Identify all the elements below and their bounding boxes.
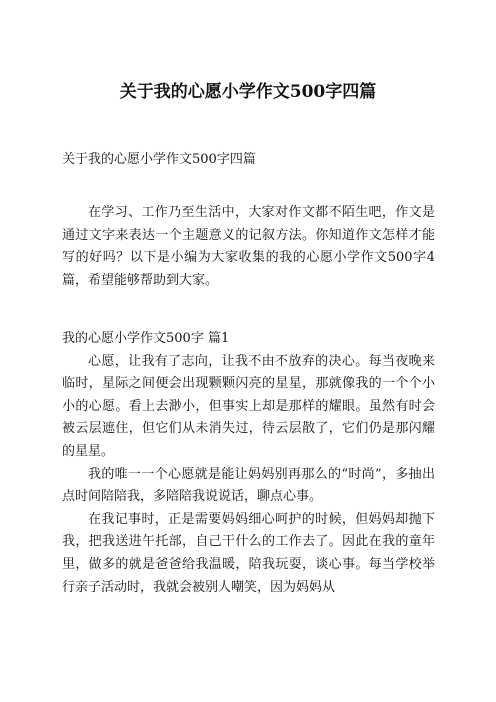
intro-paragraph: 在学习、工作乃至生活中，大家对作文都不陌生吧，作文是通过文字来表达一个主题意义的记叙方法。你知道作文怎样才能写的好吗？以下是小编为大家收集的我的心愿小学作文500字4篇，希望能够帮助到大家。	[62, 205, 435, 288]
body-paragraph-3: 在我记事时，正是需要妈妈细心呵护的时候，但妈妈却抛下我，把我送进午托部，自己干什么的工作去了。因此在我的童年里，做多的就是爸爸给我温暖，陪我玩耍，谈心事。每当学校举行亲子活动时，我就会被别人嘲笑，因为妈妈从	[62, 511, 435, 595]
section-heading: 我的心愿小学作文500字 篇1	[62, 331, 230, 346]
section-block	[62, 328, 435, 599]
body-paragraph-2: 我的唯一一个心愿就是能让妈妈别再那么的“时尚”，多抽出点时间陪陪我，多陪陪我说说话，聊点心事。	[62, 466, 435, 505]
intro-block	[62, 202, 435, 292]
document-title: 关于我的心愿小学作文500字四篇	[119, 82, 377, 102]
body-paragraph-1: 心愿，让我有了志向，让我不由不放弃的决心。每当夜晚来临时，星际之间便会出现颗颗闪亮的星星，那就像我的一个个小小的心愿。看上去渺小，但事实上却是那样的耀眼。虽然有时会被云层遮住，但它们从未消失过，待云层散了，它们仍是那闪耀的星星。	[62, 353, 435, 459]
document-subtitle: 关于我的心愿小学作文500字四篇	[62, 152, 256, 167]
